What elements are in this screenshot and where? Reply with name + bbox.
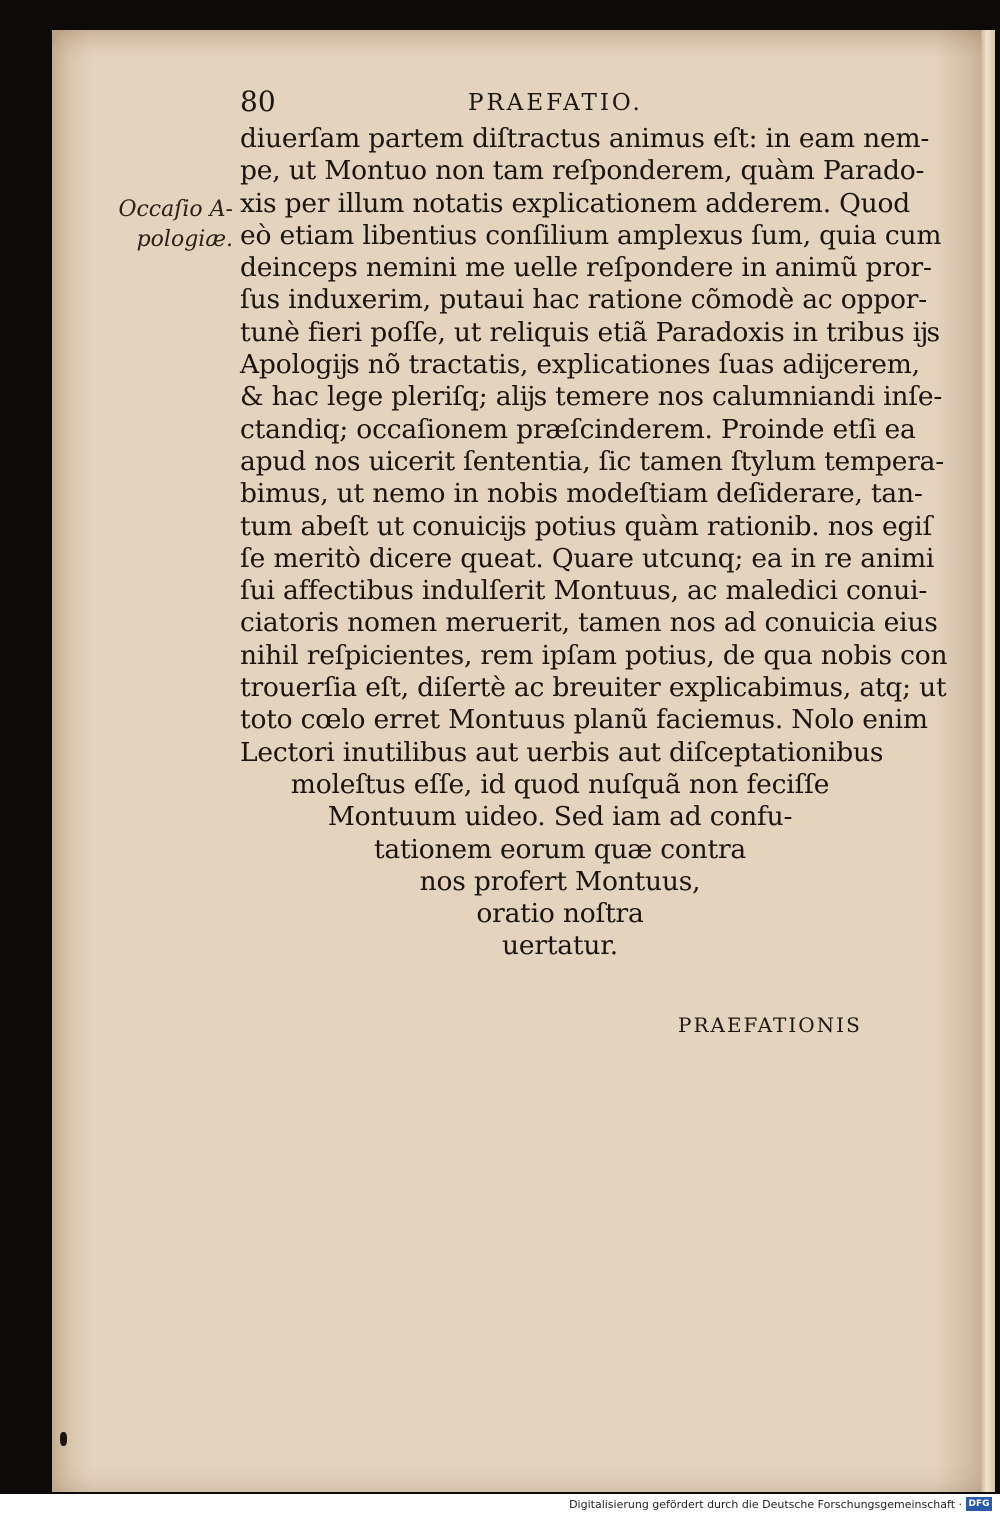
text-line: ſus induxerim, putaui hac ratione cõmodè ac oppor-	[240, 284, 927, 316]
text-line: Montuum uideo. Sed iam ad confu-	[327, 801, 793, 833]
text-line: eò etiam libentius conſilium amplexus ſum, quia cum	[240, 219, 942, 251]
page-number: 80	[240, 85, 276, 118]
margin-note	[118, 195, 233, 255]
text-line: ctandiq; occaſionem præſcinderem. Proinde etſi ea	[240, 413, 916, 445]
text-line: diuerſam partem diſtractus animus eſt: in eam nem-	[240, 123, 930, 154]
text-line: Apologĳs nõ tractatis, explicationes ſuas adĳcerem,	[240, 349, 920, 381]
text-line: xis per illum notatis explicationem adderem. Quod	[240, 187, 911, 219]
text-line: oratio noſtra	[476, 898, 644, 930]
text-line: ciatoris nomen meruerit, tamen nos ad conuicia eius	[240, 607, 938, 639]
dfg-logo-icon: DFG	[966, 1497, 992, 1511]
running-head: PRAEFATIO.	[468, 90, 643, 116]
ink-speck	[60, 1432, 67, 1446]
text-line: nos profert Montuus,	[419, 865, 701, 897]
text-line: moleſtus eſſe, id quod nuſquã non feciſſe	[290, 768, 830, 800]
text-line: tunè fieri poſſe, ut reliquis etiã Paradoxis in tribus ĳs	[240, 316, 940, 348]
text-line: & hac lege pleriſq; alĳs temere nos calumniandi inſe-	[240, 381, 943, 413]
text-line: ſe meritò dicere queat. Quare utcunq; ea in re animi	[240, 542, 935, 574]
text-line: uertatur.	[502, 930, 618, 962]
margin-note-line: pologiæ.	[136, 227, 233, 252]
footer-credit: Digitalisierung gefördert durch die Deutsche Forschungsgemeinschaft ·	[569, 1498, 962, 1511]
text-line: nihil reſpicientes, rem ipſam potius, de qua nobis con	[240, 639, 948, 671]
text-line: bimus, ut nemo in nobis modeſtiam deſiderare, tan-	[240, 478, 923, 510]
page-edge	[981, 30, 995, 1492]
text-line: ſui affectibus indulſerit Montuus, ac maledici conui-	[240, 575, 928, 607]
text-line: toto cœlo erret Montuus planũ faciemus. Nolo enim	[240, 704, 928, 736]
footer-bar	[0, 1494, 1000, 1515]
body-text	[240, 123, 948, 963]
text-line: tationem eorum quæ contra	[373, 833, 747, 865]
text-line: pe, ut Montuo non tam reſponderem, quàm Parado-	[240, 155, 925, 187]
text-line: tum abeſt ut conuicĳs potius quàm rationib. nos egiſ	[240, 510, 933, 542]
text-line: trouerſia eſt, diſertè ac breuiter explicabimus, atq; ut	[240, 672, 947, 704]
text-line: Lectori inutilibus aut uerbis aut diſceptationibus	[240, 736, 884, 768]
text-line: deinceps nemini me uelle reſpondere in animũ pror-	[240, 252, 932, 284]
margin-note-line: Occaſio A-	[118, 197, 233, 222]
catchword: PRAEFATIONIS	[678, 1013, 862, 1037]
text-line: apud nos uicerit ſententia, ſic tamen ſtylum tempera-	[240, 445, 945, 477]
